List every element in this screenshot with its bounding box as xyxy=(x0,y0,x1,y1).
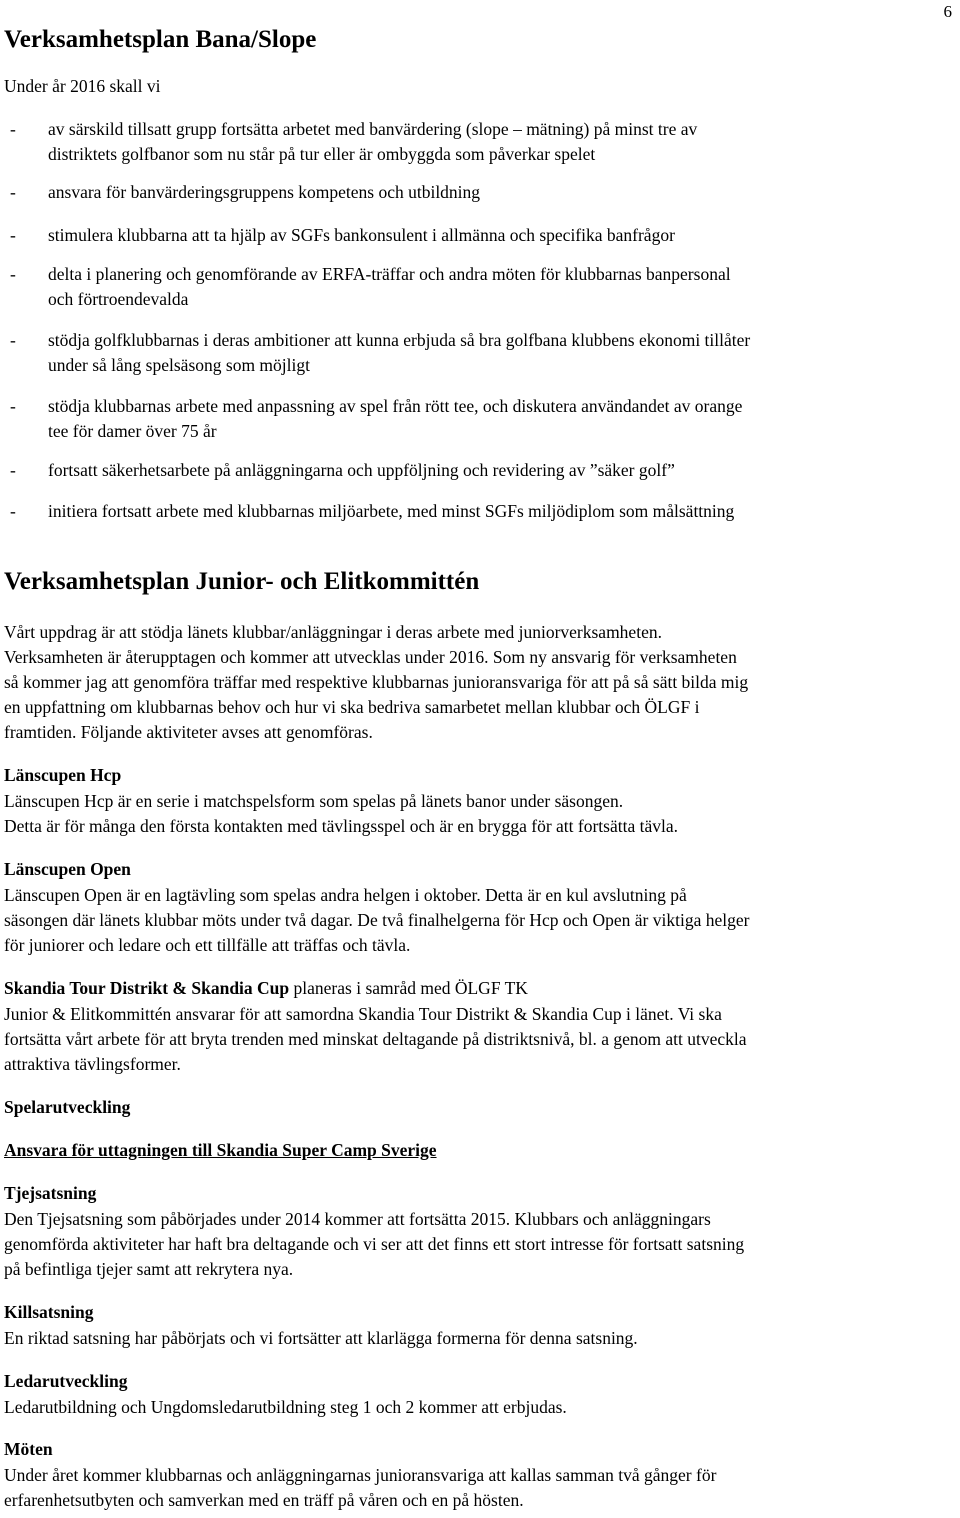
subheading-tjejsatsning: Tjejsatsning xyxy=(4,1183,97,1203)
paragraph-line: Junior & Elitkommittén ansvarar för att samordna Skandia Tour Distrikt & Skandia Cup i länet. Vi ska xyxy=(4,1004,722,1024)
subheading-ledarutveckling: Ledarutveckling xyxy=(4,1371,128,1391)
paragraph-line: säsongen där länets klubbar möts under två dagar. De två finalhelgerna för Hcp och Open är viktiga helger xyxy=(4,910,750,930)
bullet-line: ansvara för banvärderingsgruppens kompetens och utbildning xyxy=(48,182,481,202)
skandia-heading-rest: planeras i samråd med ÖLGF TK xyxy=(289,978,528,998)
paragraph-line: fortsätta vårt arbete för att bryta trenden med minskat deltagande på distriktsnivå, bl. a genom att utveckla xyxy=(4,1029,747,1049)
paragraph-line: attraktiva tävlingsformer. xyxy=(4,1054,181,1074)
bullet-dash: - xyxy=(10,119,16,139)
paragraph-line: Detta är för många den första kontakten med tävlingsspel och är en brygga för att fortsätta tävla. xyxy=(4,816,678,836)
subheading-skandia xyxy=(4,978,528,999)
section-heading-junior: Verksamhetsplan Junior- och Elitkommittén xyxy=(4,568,480,595)
bullet-line: under så lång spelsäsong som möjligt xyxy=(48,355,310,375)
junior-intro-line: framtiden. Följande aktiviteter avses att genomföras. xyxy=(4,722,373,742)
bullet-dash: - xyxy=(10,225,16,245)
subheading-spelarutveckling: Spelarutveckling xyxy=(4,1097,131,1117)
bullet-line: delta i planering och genomförande av ERFA-träffar och andra möten för klubbarnas banpersonal xyxy=(48,264,731,284)
paragraph-line: Den Tjejsatsning som påbörjades under 2014 kommer att fortsätta 2015. Klubbars och anläggningars xyxy=(4,1209,711,1229)
bullet-line: distriktets golfbanor som nu står på tur eller är ombyggda som påverkar spelet xyxy=(48,144,596,164)
bullet-line: stödja klubbarnas arbete med anpassning av spel från rött tee, och diskutera användandet av orange xyxy=(48,396,743,416)
bullet-dash: - xyxy=(10,330,16,350)
paragraph-line: Länscupen Open är en lagtävling som spelas andra helgen i oktober. Detta är en kul avslutning på xyxy=(4,885,687,905)
bullet-line: stimulera klubbarna att ta hjälp av SGFs bankonsulent i allmänna och specifika banfrågor xyxy=(48,225,675,245)
subheading-super-camp: Ansvara för uttagningen till Skandia Super Camp Sverige xyxy=(4,1140,437,1160)
skandia-heading-bold: Skandia Tour Distrikt & Skandia Cup xyxy=(4,978,290,998)
bullet-line: initiera fortsatt arbete med klubbarnas miljöarbete, med minst SGFs miljödiplom som målsättning xyxy=(48,501,735,521)
paragraph-line: En riktad satsning har påbörjats och vi fortsätter att klarlägga formerna för denna satsning. xyxy=(4,1328,638,1348)
subheading-moten: Möten xyxy=(4,1439,53,1459)
subheading-lanscupen-hcp: Länscupen Hcp xyxy=(4,765,122,785)
bullet-dash: - xyxy=(10,264,16,284)
subheading-killsatsning: Killsatsning xyxy=(4,1302,94,1322)
bullet-dash: - xyxy=(10,182,16,202)
paragraph-line: Länscupen Hcp är en serie i matchspelsform som spelas på länets banor under säsongen. xyxy=(4,791,624,811)
bullet-line: och förtroendevalda xyxy=(48,289,189,309)
bullet-dash: - xyxy=(10,501,16,521)
bullet-line: tee för damer över 75 år xyxy=(48,421,217,441)
page-number: 6 xyxy=(943,2,952,21)
paragraph-line: på befintliga tjejer samt att rekrytera nya. xyxy=(4,1259,294,1279)
bullet-line: stödja golfklubbarnas i deras ambitioner att kunna erbjuda så bra golfbana klubbens ekonomi tillåter xyxy=(48,330,751,350)
bullet-line: av särskild tillsatt grupp fortsätta arbetet med banvärdering (slope – mätning) på minst tre av xyxy=(48,119,698,139)
junior-intro-line: så kommer jag att genomföra träffar med respektive klubbarnas junioransvariga för att på så sätt bilda mig xyxy=(4,672,749,692)
paragraph-line: för juniorer och ledare och ett tillfälle att träffas och tävla. xyxy=(4,935,411,955)
paragraph-line: erfarenhetsutbyten och samverkan med en träff på våren och en på hösten. xyxy=(4,1490,524,1510)
junior-intro-line: Verksamheten är återupptagen och kommer att utvecklas under 2016. Som ny ansvarig för verksamheten xyxy=(4,647,737,667)
junior-intro-line: en uppfattning om klubbarnas behov och hur vi ska bedriva samarbetet mellan klubbar och ÖLGF i xyxy=(4,697,700,717)
paragraph-line: genomförda aktiviteter har haft bra deltagande och vi ser att det finns ett stort intresse för fortsatt satsning xyxy=(4,1234,745,1254)
bullet-dash: - xyxy=(10,396,16,416)
bana-intro: Under år 2016 skall vi xyxy=(4,76,161,96)
subheading-lanscupen-open: Länscupen Open xyxy=(4,859,131,879)
paragraph-line: Ledarutbildning och Ungdomsledarutbildning steg 1 och 2 kommer att erbjudas. xyxy=(4,1397,567,1417)
paragraph-line: Under året kommer klubbarnas och anläggningarnas junioransvariga att kallas samman två gånger för xyxy=(4,1465,717,1485)
section-heading-bana: Verksamhetsplan Bana/Slope xyxy=(4,26,317,53)
bullet-dash: - xyxy=(10,460,16,480)
junior-intro-line: Vårt uppdrag är att stödja länets klubbar/anläggningar i deras arbete med juniorverksamheten. xyxy=(4,622,662,642)
bullet-line: fortsatt säkerhetsarbete på anläggningarna och uppföljning och revidering av ”säker golf” xyxy=(48,460,675,480)
